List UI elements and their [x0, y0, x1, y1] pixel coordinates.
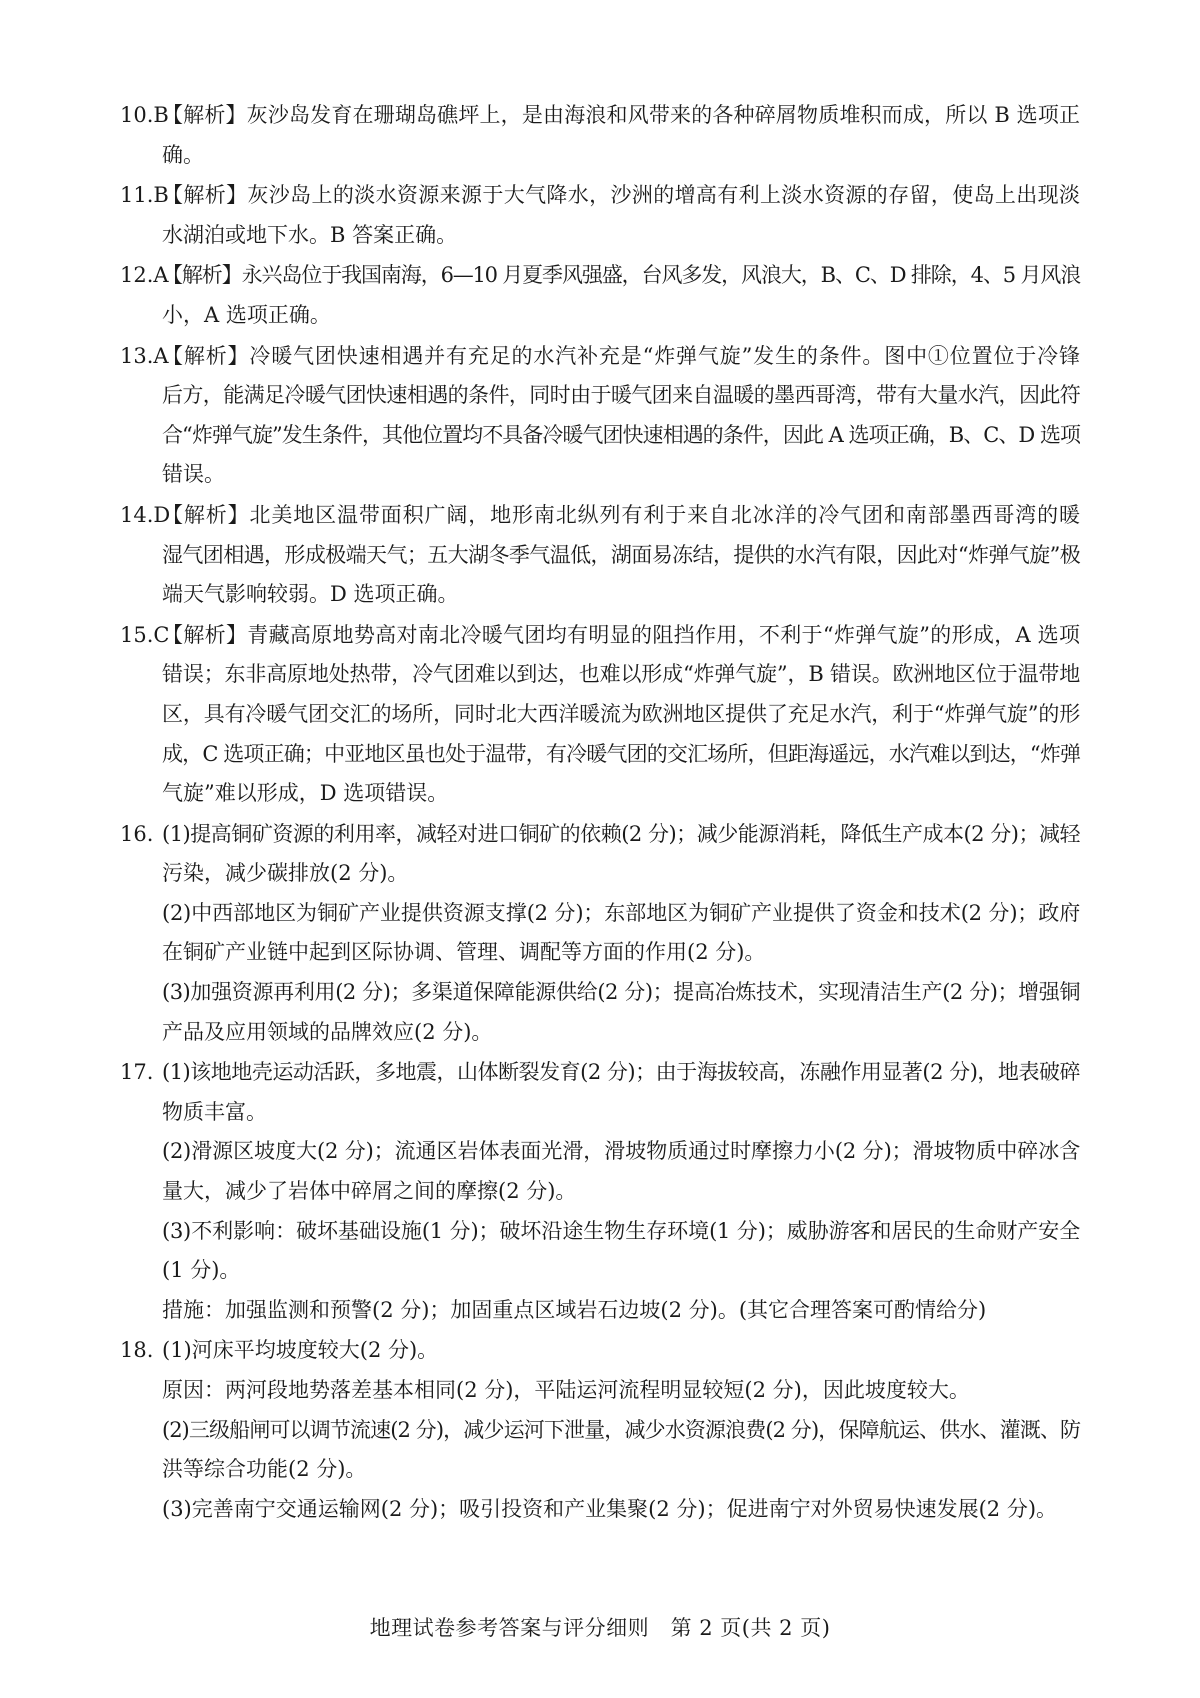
answer-line: 【解析】永兴岛位于我国南海，6—10 月夏季风强盛，台风多发，风浪大，B、C、D 排除，4、5 月风浪	[162, 263, 1080, 288]
answer-paragraph	[162, 1490, 1080, 1530]
answer-line: (1)提高铜矿资源的利用率，减轻对进口铜矿的依赖(2 分)；减少能源消耗，降低生产成本(2 分)；减轻	[162, 821, 1080, 846]
answer-line: (1 分)。	[162, 1258, 241, 1283]
answer-item	[0, 1053, 1200, 1330]
answer-item	[0, 96, 1200, 175]
answer-item	[0, 496, 1200, 615]
answer-line: 小，A 选项正确。	[162, 302, 331, 327]
answer-paragraph	[162, 496, 1080, 615]
answer-item	[0, 1331, 1200, 1529]
answer-paragraph	[162, 815, 1080, 894]
answer-line: 物质丰富。	[162, 1099, 267, 1124]
answer-line: 【解析】灰沙岛上的淡水资源来源于大气降水，沙洲的增高有利上淡水资源的存留，使岛上出现淡	[162, 183, 1080, 208]
answer-line: 【解析】北美地区温带面积广阔，地形南北纵列有利于来自北冰洋的冷气团和南部墨西哥湾的暖	[162, 502, 1080, 527]
answer-paragraph	[162, 1331, 1080, 1371]
answer-line: 区，具有冷暖气团交汇的场所，同时北大西洋暖流为欧洲地区提供了充足水汽，利于“炸弹气旋”的形	[162, 701, 1080, 726]
answer-line: 污染，减少碳排放(2 分)。	[162, 861, 409, 886]
answer-paragraph	[162, 1411, 1080, 1490]
answer-line: 错误；东非高原地处热带，冷气团难以到达，也难以形成“炸弹气旋”，B 错误。欧洲地区位于温带地	[162, 662, 1080, 687]
answer-paragraph	[162, 256, 1080, 335]
answer-paragraph	[162, 1053, 1080, 1132]
question-number: 12.A	[120, 263, 169, 288]
answer-line: (2)中西部地区为铜矿产业提供资源支撑(2 分)；东部地区为铜矿产业提供了资金和技术(2 分)；政府	[162, 900, 1080, 925]
answer-item	[0, 815, 1200, 1053]
answer-paragraph	[162, 96, 1080, 175]
answer-paragraph	[162, 616, 1080, 814]
answer-line: 措施：加强监测和预警(2 分)；加固重点区域岩石边坡(2 分)。(其它合理答案可酌情给分)	[162, 1297, 987, 1322]
question-number: 11.B	[120, 183, 169, 208]
answer-line: 【解析】冷暖气团快速相遇并有充足的水汽补充是“炸弹气旋”发生的条件。图中①位置位于冷锋	[162, 343, 1080, 368]
answer-line: 水湖泊或地下水。B 答案正确。	[162, 222, 458, 247]
answer-line: (1)河床平均坡度较大(2 分)。	[162, 1338, 439, 1363]
answer-item	[0, 337, 1200, 495]
answer-line: (3)完善南宁交通运输网(2 分)；吸引投资和产业集聚(2 分)；促进南宁对外贸易快速发展(2 分)。	[162, 1496, 1058, 1521]
answer-paragraph	[162, 176, 1080, 255]
answer-line: 合“炸弹气旋”发生条件，其他位置均不具备冷暖气团快速相遇的条件，因此 A 选项正确，B、C、D 选项	[162, 422, 1080, 447]
answer-line: (3)不利影响：破坏基础设施(1 分)；破坏沿途生物生存环境(1 分)；威胁游客和居民的生命财产安全	[162, 1218, 1080, 1243]
answer-line: 后方，能满足冷暖气团快速相遇的条件，同时由于暖气团来自温暖的墨西哥湾，带有大量水汽，因此符	[162, 383, 1080, 408]
question-number: 10.B	[120, 103, 169, 127]
answer-line: 错误。	[162, 462, 225, 487]
answer-line: (3)加强资源再利用(2 分)；多渠道保障能源供给(2 分)；提高冶炼技术，实现清洁生产(2 分)；增强铜	[162, 980, 1080, 1005]
answer-item	[0, 256, 1200, 335]
answer-item	[0, 616, 1200, 814]
answer-line: (2)滑源区坡度大(2 分)；流通区岩体表面光滑，滑坡物质通过时摩擦力小(2 分)；滑坡物质中碎冰含	[162, 1139, 1080, 1164]
question-number: 18.	[120, 1338, 154, 1363]
answer-paragraph	[162, 894, 1080, 973]
question-number: 17.	[120, 1060, 154, 1085]
answer-paragraph	[162, 1291, 1080, 1331]
answer-content	[0, 96, 1200, 1530]
answer-line: 产品及应用领域的品牌效应(2 分)。	[162, 1019, 493, 1044]
answer-line: 湿气团相遇，形成极端天气；五大湖冬季气温低，湖面易冻结，提供的水汽有限，因此对“炸弹气旋”极	[162, 542, 1080, 567]
answer-paragraph	[162, 1212, 1080, 1291]
answer-line: 洪等综合功能(2 分)。	[162, 1457, 367, 1482]
answer-line: 气旋”难以形成，D 选项错误。	[162, 781, 449, 806]
answer-line: 在铜矿产业链中起到区际协调、管理、调配等方面的作用(2 分)。	[162, 940, 766, 965]
answer-line: (2)三级船闸可以调节流速(2 分)，减少运河下泄量，减少水资源浪费(2 分)，保障航运、供水、灌溉、防	[162, 1417, 1080, 1442]
answer-line: 确。	[162, 142, 204, 167]
answer-line: 量大，减少了岩体中碎屑之间的摩擦(2 分)。	[162, 1179, 577, 1204]
answer-line: 端天气影响较弱。D 选项正确。	[162, 582, 459, 607]
answer-line: 【解析】青藏高原地势高对南北冷暖气团均有明显的阻挡作用，不利于“炸弹气旋”的形成，A 选项	[162, 622, 1080, 647]
answer-item	[0, 176, 1200, 255]
question-number: 16.	[120, 821, 154, 846]
answer-line: (1)该地地壳运动活跃，多地震，山体断裂发育(2 分)；由于海拔较高，冻融作用显著(2 分)，地表破碎	[162, 1060, 1080, 1085]
question-number: 13.A	[120, 343, 169, 368]
question-number: 15.C	[120, 622, 170, 647]
answer-line: 原因：两河段地势落差基本相同(2 分)，平陆运河流程明显较短(2 分)，因此坡度较大。	[162, 1378, 970, 1402]
answer-line: 【解析】灰沙岛发育在珊瑚岛礁坪上，是由海浪和风带来的各种碎屑物质堆积而成，所以 B 选项正	[162, 103, 1080, 127]
page-footer: 地理试卷参考答案与评分细则 第 2 页(共 2 页)	[369, 1616, 831, 1640]
answer-paragraph	[162, 1132, 1080, 1211]
answer-paragraph	[162, 1371, 1080, 1411]
question-number: 14.D	[120, 502, 171, 527]
answer-paragraph	[162, 337, 1080, 495]
answer-line: 成，C 选项正确；中亚地区虽也处于温带，有冷暖气团的交汇场所，但距海遥远，水汽难以到达，“炸弹	[162, 741, 1080, 766]
answer-paragraph	[162, 973, 1080, 1052]
